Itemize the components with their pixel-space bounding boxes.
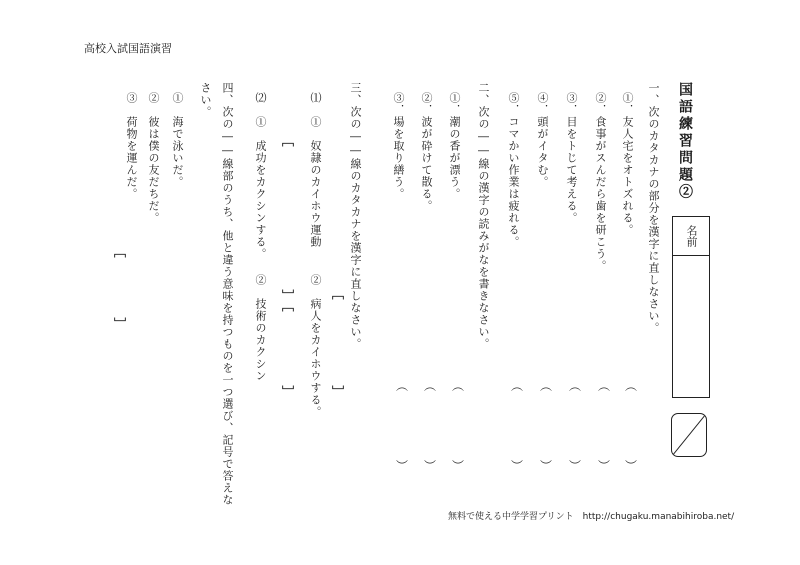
q2-answer-2-open: ︵ xyxy=(424,379,437,393)
q4-item-3: ③ 荷物を運んだ。 xyxy=(125,92,138,200)
q1-answer-5-close: ︶ xyxy=(511,459,524,473)
footer-credit: 無料で使える中学学習プリント http://chugaku.manabihiroba.net/ xyxy=(448,512,735,522)
q3-answer-2-close: ﹈ xyxy=(282,289,295,303)
q4-prompt-line-1: 四、次の――線部のうち、他と違う意味を持つものを一つ選び、記号で答えな xyxy=(221,82,234,506)
q3-answer-2-open: ﹇ xyxy=(282,134,295,148)
q2-item-3: ③．場を取り繕う。 xyxy=(392,92,405,200)
q2-prompt: 二、次の――線の漢字の読みがなを書きなさい。 xyxy=(477,82,490,350)
q2-answer-3-open: ︵ xyxy=(396,379,409,393)
header-label: 高校入試国語演習 xyxy=(84,42,172,55)
q3-answer-1-close: ﹈ xyxy=(332,385,345,399)
q1-answer-1-open: ︵ xyxy=(625,379,638,393)
q4-item-1: ① 海で泳いだ。 xyxy=(171,92,184,188)
q2-answer-2-close: ︶ xyxy=(424,459,437,473)
q1-answer-2-close: ︶ xyxy=(598,459,611,473)
q2-answer-1-close: ︶ xyxy=(452,459,465,473)
name-box[interactable] xyxy=(672,216,710,398)
q1-prompt: 一、次のカタカナの部分を漢字に直しなさい。 xyxy=(647,82,660,334)
q1-item-1: ①．友人宅をオトズれる。 xyxy=(621,92,634,236)
score-box[interactable] xyxy=(671,413,707,457)
q1-item-4: ④．頭がイタむ。 xyxy=(536,92,549,188)
q2-item-2: ②．波が砕けて散る。 xyxy=(420,92,433,212)
name-label: 名前 xyxy=(673,217,709,256)
q4-prompt-line-2: さい。 xyxy=(199,82,212,118)
q3-group-1-item-2: ② 病人をカイホウする。 xyxy=(309,274,322,418)
q3-group-1-item-1: ⑴ ① 奴隷のカイホウ運動 xyxy=(309,92,322,248)
q1-answer-4-open: ︵ xyxy=(540,379,553,393)
q3-answer-3-open: ﹇ xyxy=(282,299,295,313)
worksheet-title: 国語練習問題② xyxy=(677,82,693,201)
q3-prompt: 三、次の――線のカタカナを漢字に直しなさい。 xyxy=(349,82,362,350)
q3-group-2-item-1: ⑵ ① 成功をカクシンする。 xyxy=(254,92,267,260)
q2-item-1: ①．潮の香が漂う。 xyxy=(448,92,461,200)
q1-answer-5-open: ︵ xyxy=(511,379,524,393)
q1-answer-2-open: ︵ xyxy=(598,379,611,393)
q2-answer-1-open: ︵ xyxy=(452,379,465,393)
q1-answer-4-close: ︶ xyxy=(540,459,553,473)
q3-group-2-item-2: ② 技術のカクシン xyxy=(254,274,267,382)
score-slash-icon xyxy=(672,414,706,456)
q4-answer-close: ﹈ xyxy=(114,317,127,331)
q3-answer-3-close: ﹈ xyxy=(282,385,295,399)
q3-answer-1-open: ﹇ xyxy=(332,287,345,301)
q1-item-2: ②．食事がスんだら歯を研こう。 xyxy=(594,92,607,272)
q4-answer-open: ﹇ xyxy=(114,245,127,259)
q1-item-5: ⑤．コマかい作業は疲れる。 xyxy=(507,92,520,248)
q1-item-3: ③．目をトじて考える。 xyxy=(565,92,578,224)
q1-answer-3-close: ︶ xyxy=(569,459,582,473)
q1-answer-1-close: ︶ xyxy=(625,459,638,473)
q4-item-2: ② 彼は僕の友だちだ。 xyxy=(147,92,160,224)
q1-answer-3-open: ︵ xyxy=(569,379,582,393)
q2-answer-3-close: ︶ xyxy=(396,459,409,473)
